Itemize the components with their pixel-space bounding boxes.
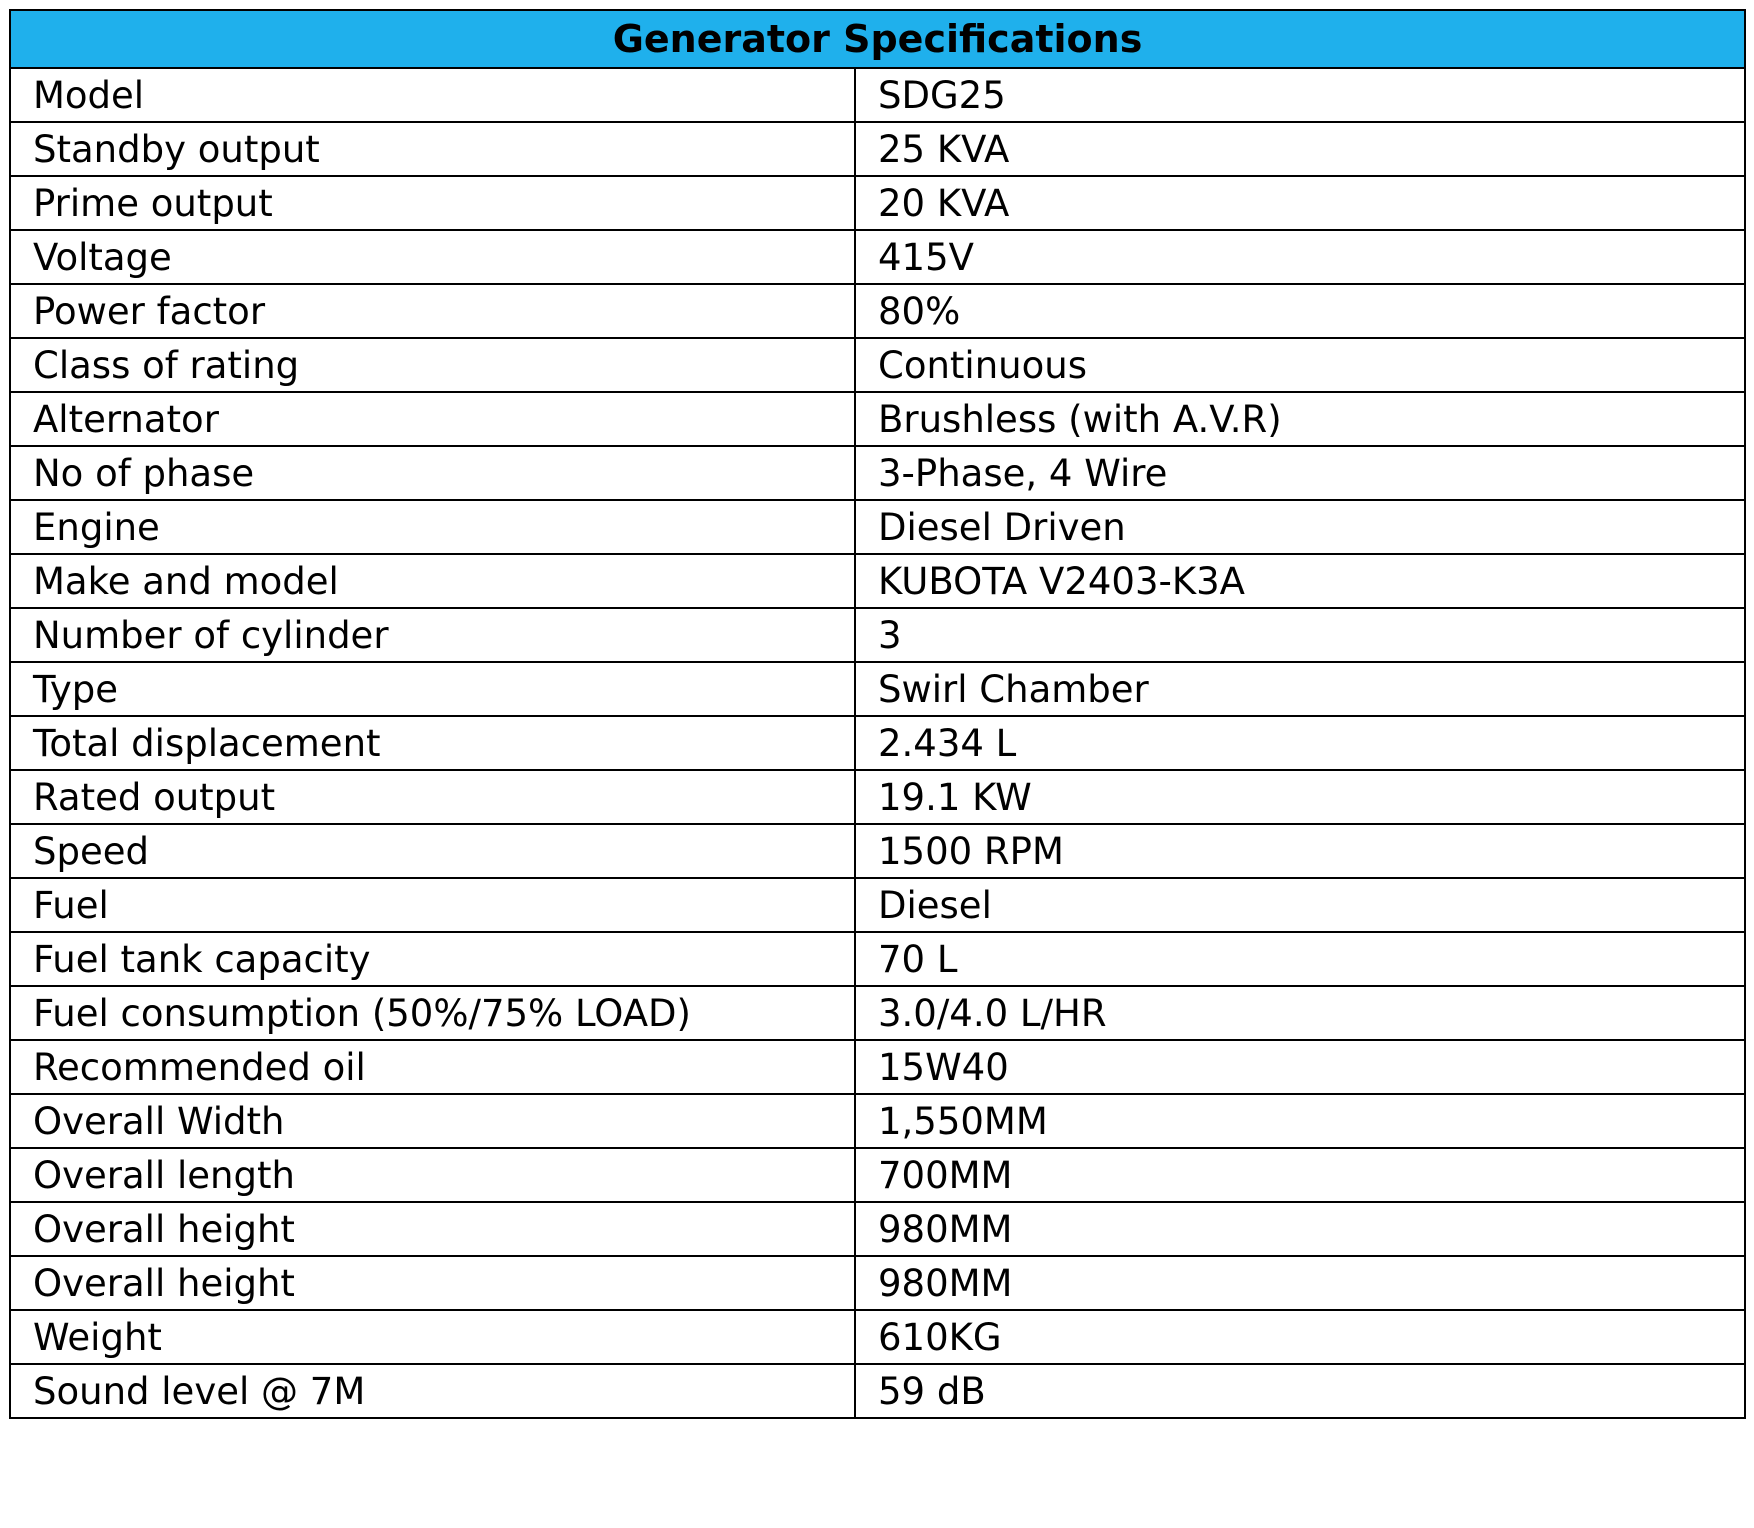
spec-value: 1500 RPM bbox=[855, 824, 1745, 878]
spec-value: 19.1 KW bbox=[855, 770, 1745, 824]
spec-table bbox=[9, 9, 1746, 1419]
table-row bbox=[10, 932, 1745, 986]
spec-label: Rated output bbox=[10, 770, 855, 824]
table-row bbox=[10, 824, 1745, 878]
spec-value: SDG25 bbox=[855, 68, 1745, 122]
table-row bbox=[10, 662, 1745, 716]
table-row bbox=[10, 1364, 1745, 1418]
spec-label: Type bbox=[10, 662, 855, 716]
spec-label: Standby output bbox=[10, 122, 855, 176]
table-row bbox=[10, 68, 1745, 122]
spec-label: Alternator bbox=[10, 392, 855, 446]
table-header-row bbox=[10, 10, 1745, 68]
table-row bbox=[10, 1040, 1745, 1094]
spec-value: 3-Phase, 4 Wire bbox=[855, 446, 1745, 500]
table-row bbox=[10, 284, 1745, 338]
spec-label: Engine bbox=[10, 500, 855, 554]
table-row bbox=[10, 1256, 1745, 1310]
spec-value: 2.434 L bbox=[855, 716, 1745, 770]
spec-body bbox=[10, 68, 1745, 1418]
spec-label: Make and model bbox=[10, 554, 855, 608]
table-row bbox=[10, 1202, 1745, 1256]
spec-value: 80% bbox=[855, 284, 1745, 338]
spec-label: Weight bbox=[10, 1310, 855, 1364]
table-row bbox=[10, 986, 1745, 1040]
spec-value: 415V bbox=[855, 230, 1745, 284]
spec-label: Prime output bbox=[10, 176, 855, 230]
spec-value: Diesel bbox=[855, 878, 1745, 932]
spec-label: Fuel tank capacity bbox=[10, 932, 855, 986]
spec-value: 980MM bbox=[855, 1202, 1745, 1256]
table-row bbox=[10, 716, 1745, 770]
table-row bbox=[10, 392, 1745, 446]
spec-value: 15W40 bbox=[855, 1040, 1745, 1094]
spec-label: Sound level @ 7M bbox=[10, 1364, 855, 1418]
spec-value: 3 bbox=[855, 608, 1745, 662]
table-row bbox=[10, 338, 1745, 392]
table-row bbox=[10, 608, 1745, 662]
table-row bbox=[10, 500, 1745, 554]
spec-value: Continuous bbox=[855, 338, 1745, 392]
table-row bbox=[10, 176, 1745, 230]
spec-label: Voltage bbox=[10, 230, 855, 284]
table-row bbox=[10, 770, 1745, 824]
spec-value: 70 L bbox=[855, 932, 1745, 986]
spec-label: Fuel consumption (50%/75% LOAD) bbox=[10, 986, 855, 1040]
spec-label: Overall height bbox=[10, 1202, 855, 1256]
table-row bbox=[10, 1094, 1745, 1148]
spec-label: Class of rating bbox=[10, 338, 855, 392]
spec-value: Swirl Chamber bbox=[855, 662, 1745, 716]
spec-value: KUBOTA V2403-K3A bbox=[855, 554, 1745, 608]
table-row bbox=[10, 1310, 1745, 1364]
spec-value: 1,550MM bbox=[855, 1094, 1745, 1148]
spec-label: Total displacement bbox=[10, 716, 855, 770]
table-row bbox=[10, 1148, 1745, 1202]
spec-label: Overall length bbox=[10, 1148, 855, 1202]
spec-value: 610KG bbox=[855, 1310, 1745, 1364]
spec-label: Number of cylinder bbox=[10, 608, 855, 662]
spec-label: Model bbox=[10, 68, 855, 122]
table-row bbox=[10, 554, 1745, 608]
spec-value: Diesel Driven bbox=[855, 500, 1745, 554]
spec-label: Speed bbox=[10, 824, 855, 878]
spec-value: 59 dB bbox=[855, 1364, 1745, 1418]
table-row bbox=[10, 878, 1745, 932]
spec-value: Brushless (with A.V.R) bbox=[855, 392, 1745, 446]
spec-value: 700MM bbox=[855, 1148, 1745, 1202]
spec-label: Overall height bbox=[10, 1256, 855, 1310]
spec-label: Recommended oil bbox=[10, 1040, 855, 1094]
spec-label: Fuel bbox=[10, 878, 855, 932]
table-row bbox=[10, 230, 1745, 284]
table-row bbox=[10, 122, 1745, 176]
spec-label: Overall Width bbox=[10, 1094, 855, 1148]
table-title: Generator Specifications bbox=[10, 10, 1745, 68]
spec-value: 3.0/4.0 L/HR bbox=[855, 986, 1745, 1040]
spec-label: Power factor bbox=[10, 284, 855, 338]
spec-label: No of phase bbox=[10, 446, 855, 500]
spec-value: 20 KVA bbox=[855, 176, 1745, 230]
spec-value: 980MM bbox=[855, 1256, 1745, 1310]
table-row bbox=[10, 446, 1745, 500]
spec-value: 25 KVA bbox=[855, 122, 1745, 176]
